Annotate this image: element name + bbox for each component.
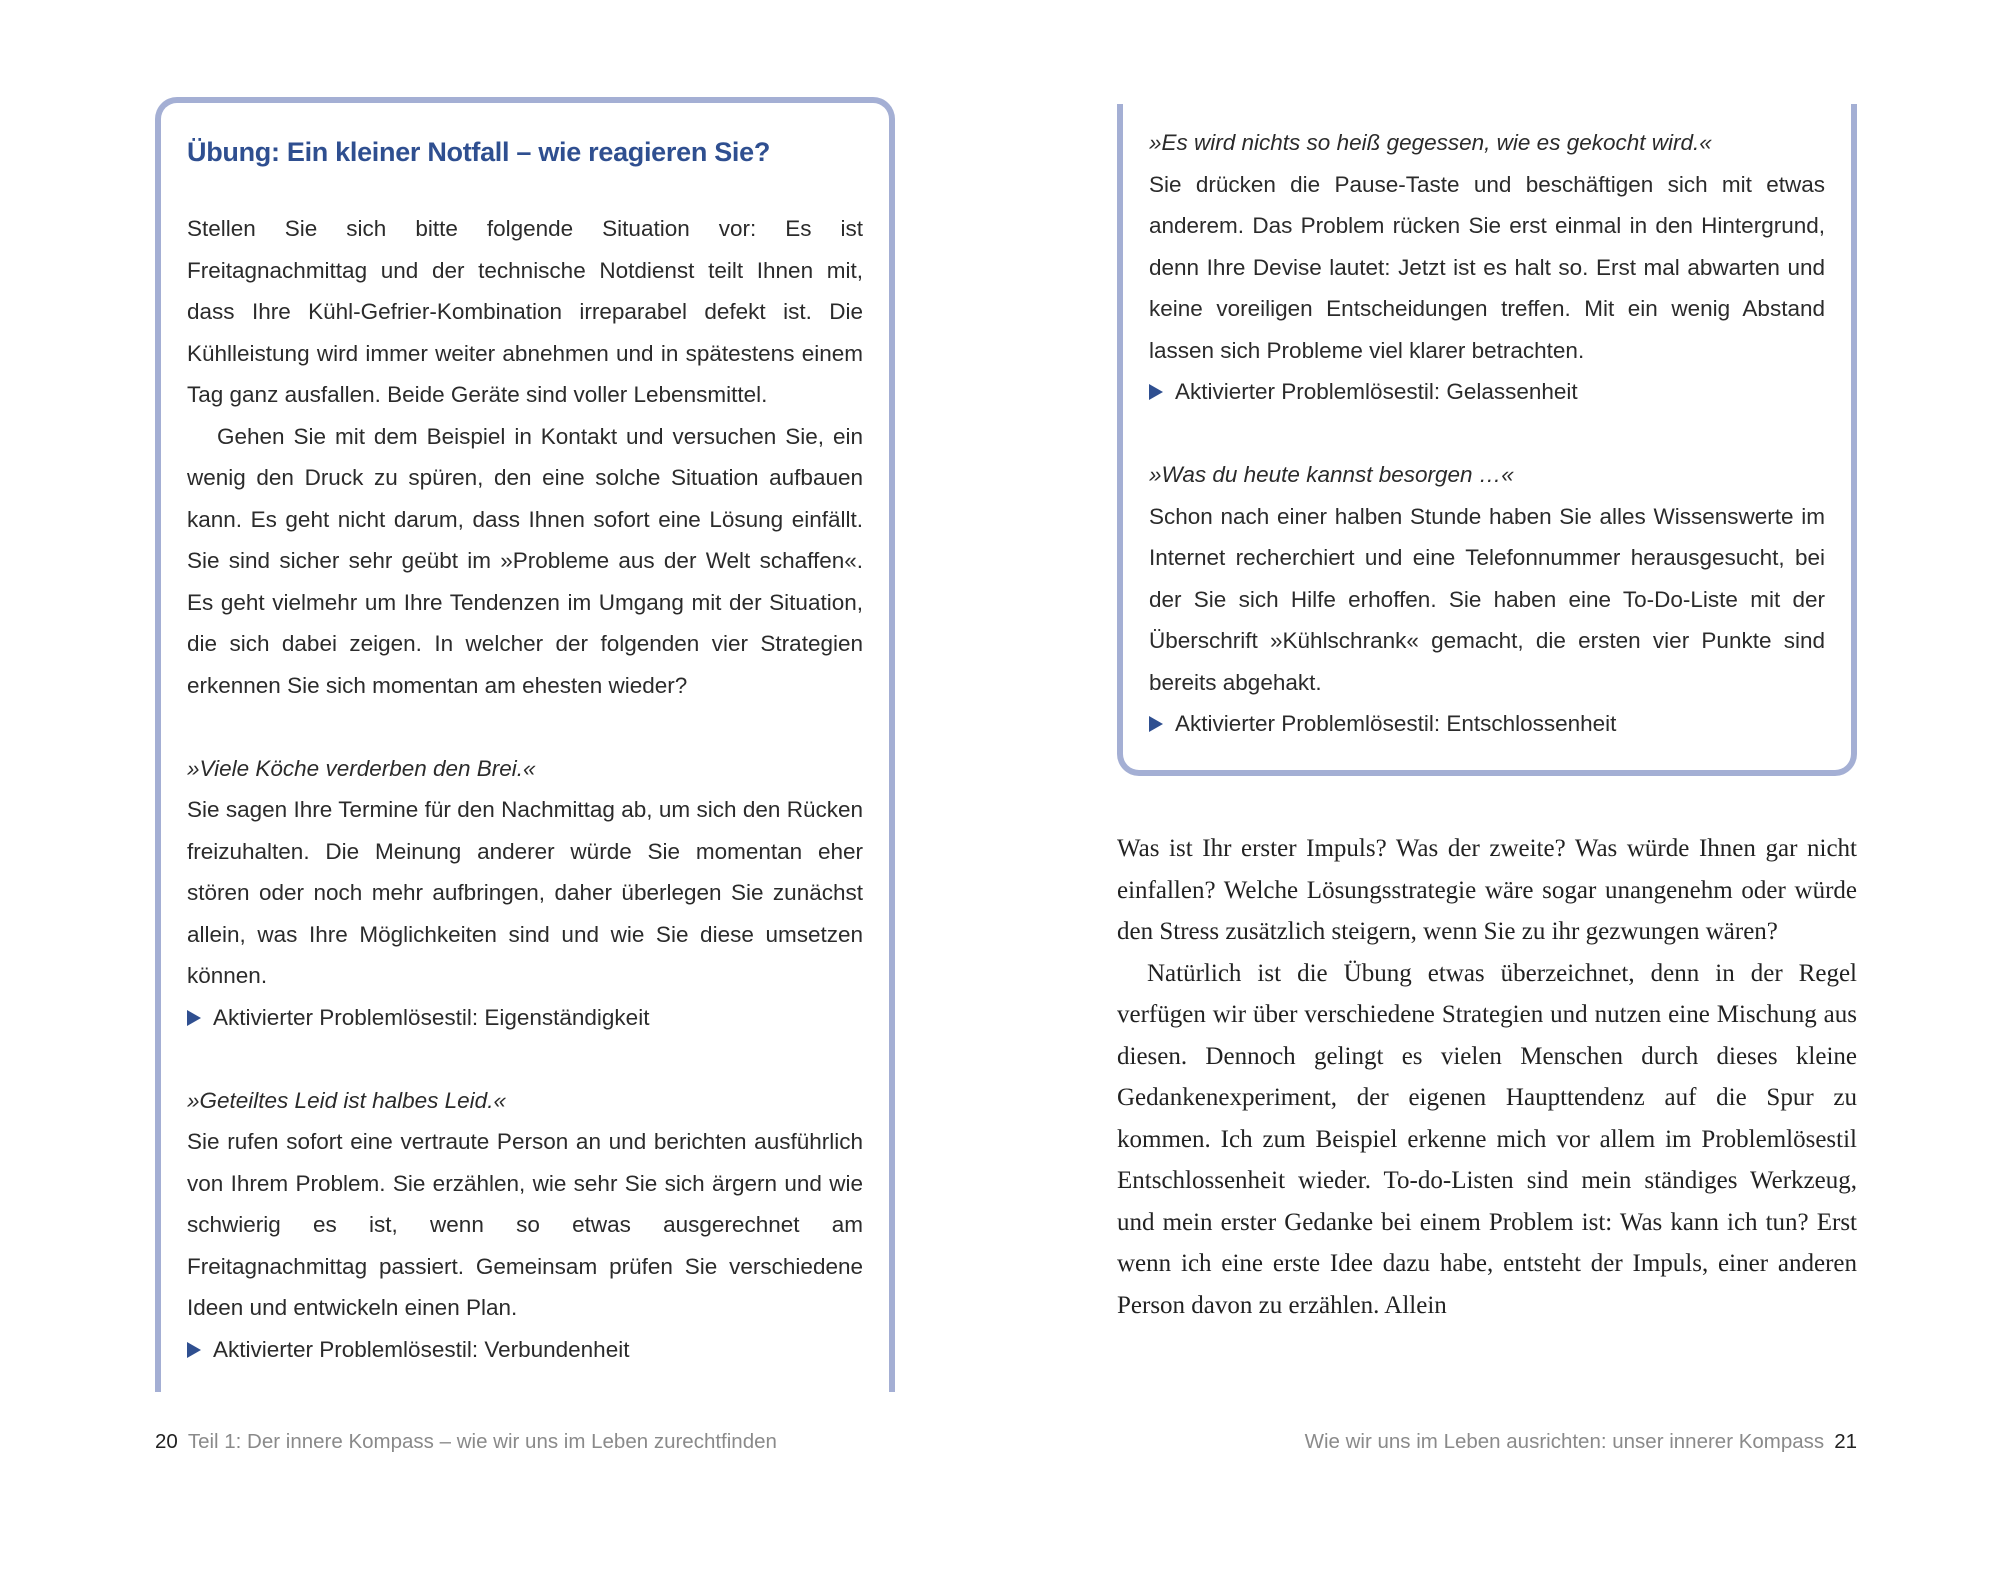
strategy-quote: »Viele Köche verderben den Brei.« — [187, 755, 536, 781]
strategy-result — [1149, 703, 1825, 745]
body-paragraph: Natürlich ist die Übung etwas überzeichnet, denn in der Regel verfügen wir über verschiedene Strategien und nutzen eine Mischung aus diesen. Dennoch gelingt es vielen Menschen durch dieses kleine Gedankenexperiment, der eigenen Haupttendenz auf die Spur zu kommen. Ich zum Beispiel erkenne mich vor allem im Problemlösestil Entschlossenheit wieder. To-do-Listen sind mein ständiges Werkzeug, und mein erster Gedanke bei einem Problem ist: Was kann ich tun? Erst wenn ich eine erste Idee dazu habe, entsteht der Impuls, einer anderen Person davon zu erzählen. Allein — [1117, 959, 1857, 1319]
footer-right — [1305, 1427, 1857, 1457]
triangle-bullet-icon — [187, 1010, 201, 1026]
strategy-block — [187, 1080, 863, 1371]
strategy-result — [1149, 371, 1825, 413]
running-head: Teil 1: Der innere Kompass – wie wir uns im Leben zurechtfinden — [187, 1430, 777, 1453]
strategy-block — [187, 748, 863, 1039]
strategy-text: Sie rufen sofort eine vertraute Person an und berichten ausführlich von Ihrem Problem. Sie erzählen, wie sehr Sie sich ärgern und wie schwierig es ist, wenn so etwas ausgerechnet am Freitagnachmittag passiert. Gemeinsam prüfen Sie verschiedene Ideen und entwickeln einen Plan. — [187, 1129, 863, 1320]
triangle-bullet-icon — [1149, 716, 1163, 732]
strategy-quote: »Geteiltes Leid ist halbes Leid.« — [187, 1087, 506, 1113]
exercise-intro-paragraph: Stellen Sie sich bitte folgende Situation vor: Es ist Freitagnachmittag und der technische Notdienst teilt Ihnen mit, dass Ihre Kühl-Gefrier-Kombination irreparabel defekt ist. Die Kühlleistung wird immer weiter abnehmen und in spätestens einem Tag ganz ausfallen. Beide Geräte sind voller Lebensmittel. — [187, 216, 863, 407]
exercise-box-left — [155, 97, 895, 1392]
strategy-result — [187, 997, 863, 1039]
page-number: 20 — [155, 1430, 178, 1453]
strategy-text: Sie drücken die Pause-Taste und beschäftigen sich mit etwas anderem. Das Problem rücken Sie erst einmal in den Hintergrund, denn Ihre Devise lautet: Jetzt ist es halt so. Erst mal abwarten und keine voreiligen Entscheidungen treffen. Mit ein wenig Abstand lassen sich Probleme viel klarer betrachten. — [1149, 171, 1825, 363]
strategy-text: Schon nach einer halben Stunde haben Sie alles Wissenswerte im Internet recherchiert und eine Telefonnummer herausgesucht, bei der Sie sich Hilfe erhoffen. Sie haben eine To-Do-Liste mit der Überschrift »Kühlschrank« gemacht, die ersten vier Punkte sind bereits abgehakt. — [1149, 503, 1825, 695]
page-number: 21 — [1834, 1430, 1857, 1453]
exercise-box-right — [1117, 104, 1857, 776]
body-paragraph: Was ist Ihr erster Impuls? Was der zweite? Was würde Ihnen gar nicht einfallen? Welche Lösungsstrategie wäre sogar unangenehm oder würde den Stress zusätzlich steigern, wenn Sie zu ihr gezwungen wären? — [1117, 835, 1857, 945]
strategy-quote: »Was du heute kannst besorgen …« — [1149, 462, 1514, 487]
strategy-result — [187, 1329, 863, 1371]
strategy-text: Sie sagen Ihre Termine für den Nachmittag ab, um sich den Rücken freizuhalten. Die Meinung anderer würde Sie momentan eher stören oder noch mehr aufbringen, daher überlegen Sie zunächst allein, was Ihre Möglichkeiten sind und wie Sie diese umsetzen können. — [187, 797, 863, 988]
strategy-result-label: Aktivierter Problemlösestil: Gelassenheit — [1175, 379, 1578, 404]
strategy-block — [1149, 122, 1825, 413]
strategy-result-label: Aktivierter Problemlösestil: Entschlossenheit — [1175, 711, 1617, 736]
strategy-result-label: Aktivierter Problemlösestil: Eigenständigkeit — [213, 1004, 650, 1030]
exercise-intro-paragraph: Gehen Sie mit dem Beispiel in Kontakt und versuchen Sie, ein wenig den Druck zu spüren, den eine solche Situation aufbauen kann. Es geht nicht darum, dass Ihnen sofort eine Lösung einfällt. Sie sind sicher sehr geübt im »Probleme aus der Welt schaffen«. Es geht vielmehr um Ihre Tendenzen im Umgang mit der Situation, die sich dabei zeigen. In welcher der folgenden vier Strategien erkennen Sie sich momentan am ehesten wieder? — [187, 423, 863, 698]
running-head: Wie wir uns im Leben ausrichten: unser innerer Kompass — [1304, 1430, 1825, 1453]
footer-left — [155, 1427, 777, 1457]
strategy-block — [1149, 454, 1825, 745]
triangle-bullet-icon — [1149, 384, 1163, 400]
triangle-bullet-icon — [187, 1342, 201, 1358]
strategy-quote: »Es wird nichts so heiß gegessen, wie es gekocht wird.« — [1149, 130, 1712, 155]
body-text — [1117, 828, 1857, 1326]
exercise-title: Übung: Ein kleiner Notfall – wie reagieren Sie? — [187, 137, 771, 167]
strategy-result-label: Aktivierter Problemlösestil: Verbundenheit — [213, 1336, 630, 1362]
